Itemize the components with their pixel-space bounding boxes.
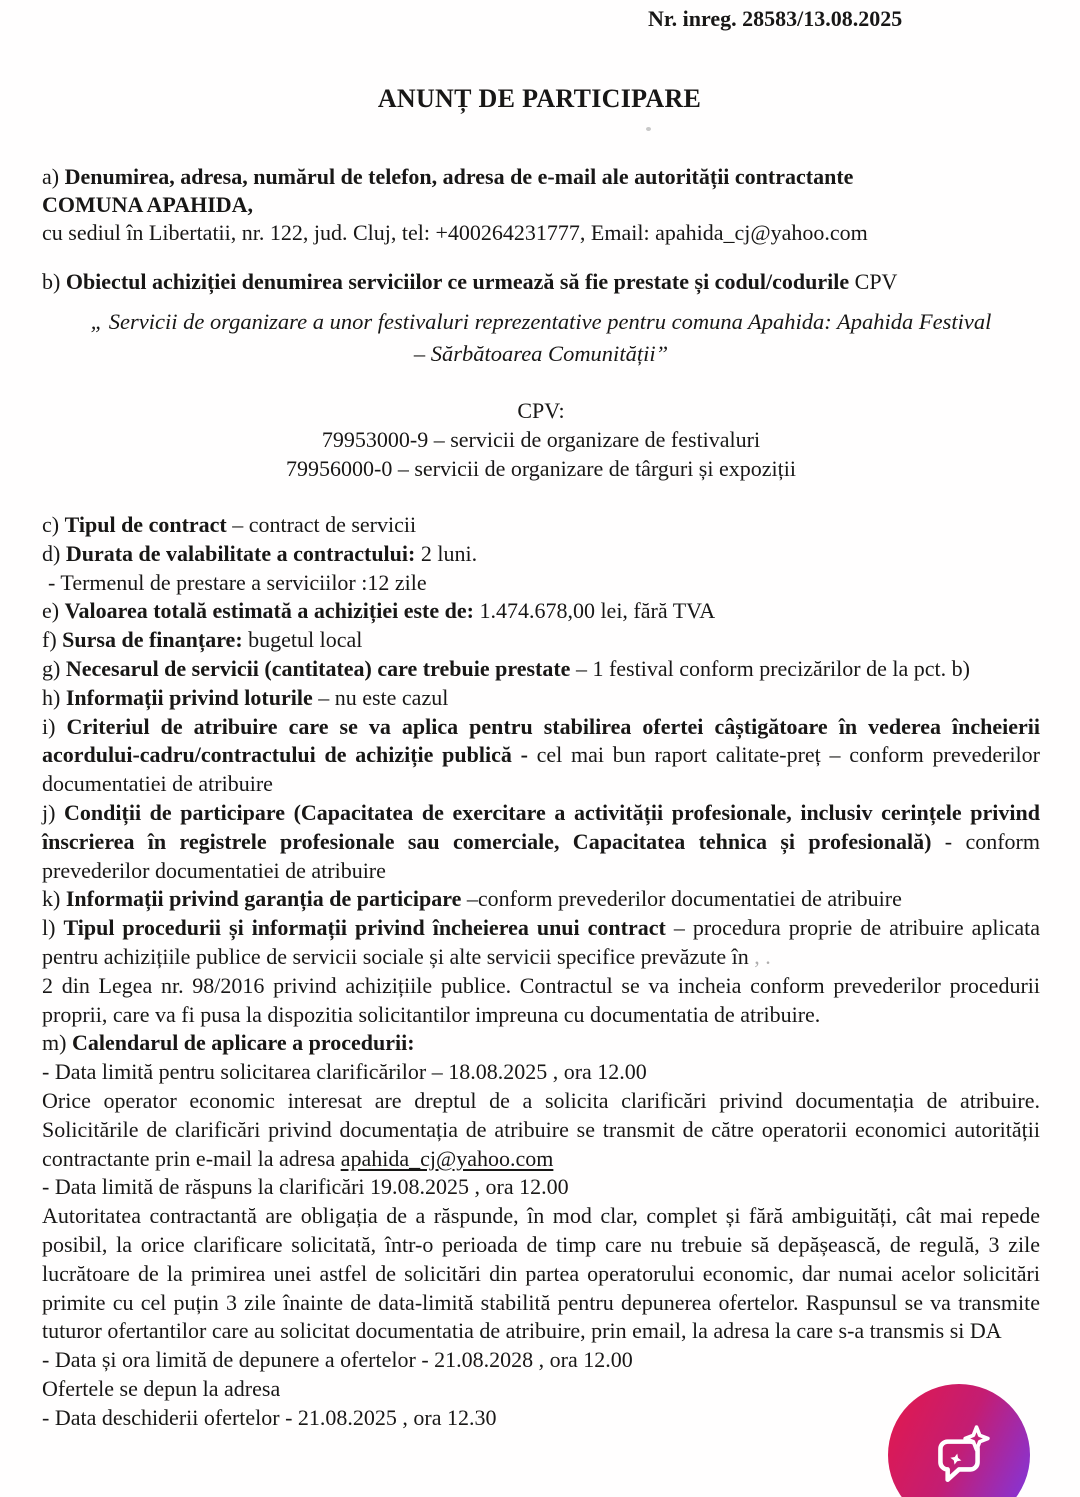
authority-name: COMUNA APAHIDA,	[42, 192, 254, 217]
section-a-heading: a) Denumirea, adresa, numărul de telefon, adresa de e-mail ale autorității contractante	[42, 164, 854, 189]
document-title: ANUNȚ DE PARTICIPARE	[377, 84, 702, 113]
section-a	[42, 163, 1040, 247]
section-e: e) Valoarea totală estimată a achiziției este de: 1.474.678,00 lei, fără TVA	[42, 598, 716, 624]
section-i: i) Criteriul de atribuire care se va aplica pentru stabilirea ofertei câștigătoare în vederea încheierii acordului-cadru/contractului de achiziție publică - cel mai bun raport calitate-preț – conform prevederilor documentatiei de atribuire	[42, 713, 1040, 797]
answer-info: Autoritatea contractantă are obligația de a răspunde, în mod clar, complet și fără ambiguități, cât mai repede posibil, la orice clarificare solicitată, într-o perioada de timp care nu trebuie să depășească, de regulă, 3 zile lucrătoare de la primirea unei astfel de solicitări din partea operatorului economic, dar numai acelor solicitări primite cu cel puțin 3 zile înainte de data-limită stabilită pentru depunerea ofertelor. Raspunsul se va transmite tuturor ofertantilor care au solicitat documentatia de atribuire, prin email, la adresa la care s-a transmis si DA	[42, 1203, 1040, 1344]
section-f: f) Sursa de finanțare: bugetul local	[42, 627, 363, 653]
section-c: c) Tipul de contract – contract de servicii	[42, 512, 417, 537]
contact-email: apahida_cj@yahoo.com	[340, 1145, 554, 1171]
opening-date: - Data deschiderii ofertelor - 21.08.2025 , ora 12.30	[42, 1404, 497, 1430]
sections-list	[42, 511, 1040, 1433]
section-m: m) Calendarul de aplicare a procedurii:	[42, 1030, 415, 1056]
scan-artifact-dot	[646, 127, 651, 131]
section-d-term: - Termenul de prestare a serviciilor :12 zile	[48, 569, 427, 595]
section-b-heading: b) Obiectul achiziției denumirea serviciilor ce urmează să fie prestate și codul/codurile CPV	[42, 269, 898, 294]
submission-address: Ofertele se depun la adresa	[42, 1375, 281, 1401]
faded-scan-text: , .	[754, 943, 771, 969]
cpv-code: 79953000-9 – servicii de organizare de festivaluri	[321, 427, 761, 452]
section-h: h) Informații privind loturile – nu este cazul	[42, 684, 449, 710]
cpv-code: 79956000-0 – servicii de organizare de târguri și expoziții	[286, 456, 796, 481]
cpv-label: CPV:	[517, 398, 565, 423]
clarification-info: Orice operator economic interesat are dreptul de a solicita clarificări privind documentația de atribuire. Solicitările de clarificări privind documentația de atribuire se transmit de către operatorii economici autorității contractante prin e-mail la adresa apahida_cj@yahoo.com	[42, 1087, 1040, 1171]
section-k: k) Informații privind garanția de participare –conform prevederilor documentatiei de atribuire	[42, 886, 902, 912]
answer-deadline: - Data limită de răspuns la clarificări 19.08.2025 , ora 12.00	[42, 1174, 569, 1200]
submission-deadline: - Data și ora limită de depunere a ofertelor - 21.08.2028 , ora 12.00	[42, 1347, 633, 1373]
section-d: d) Durata de valabilitate a contractului: 2 luni.	[42, 540, 478, 566]
section-g: g) Necesarul de servicii (cantitatea) care trebuie prestate – 1 festival conform precizărilor de la pct. b)	[42, 655, 970, 681]
authority-address: cu sediul în Libertatii, nr. 122, jud. Cluj, tel: +400264231777, Email: apahida_cj@yahoo.com	[42, 220, 868, 245]
registration-number: Nr. inreg. 28583/13.08.2025	[648, 6, 903, 31]
service-title-quote: „ Servicii de organizare a unor festivaluri reprezentative pentru comuna Apahida: Apahida Festival – Sărbătoarea Comunității”	[90, 309, 992, 366]
chat-sparkle-icon	[926, 1422, 992, 1488]
clarification-deadline: - Data limită pentru solicitarea clarificărilor – 18.08.2025 , ora 12.00	[42, 1059, 647, 1085]
section-j: j) Condiții de participare (Capacitatea de exercitare a activității profesionale, inclusiv cerințele privind înscrierea în registrele profesionale sau comerciale, Capacitatea tehnica și profesională) - conform prevederilor documentatiei de atribuire	[42, 799, 1040, 883]
section-l: l) Tipul procedurii și informații privind încheierea unui contract – procedura proprie de atribuire aplicata pentru achizițiile publice de servicii sociale și alte servicii specifice prevăzute în , . 2 din Legea nr. 98/2016 privind achizițiile publice. Contractul se va incheia conform prevederilor procedurii proprii, care va fi pusa la dispozitia solicitantilor impreuna cu documentatia de atribuire.	[42, 915, 1041, 1027]
cpv-codes-block	[42, 396, 1040, 483]
